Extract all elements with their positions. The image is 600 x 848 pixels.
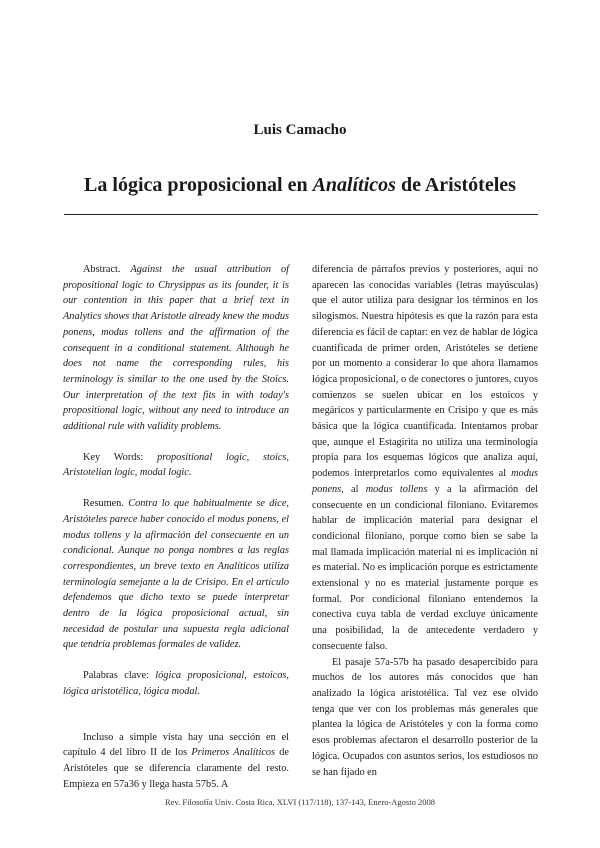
p1-mid: , al [341, 483, 366, 495]
abstract [63, 262, 289, 435]
intro-text-a: Incluso a simple vista hay una sección en el capítulo 4 del libro II de los [63, 731, 289, 759]
p1-end: y a la afirmación del consecuente en un condicional filoniano. Evitaremos hablar de implicación material para designar el condicional filoniano, porque como bien se sabe la mal llamada implicación material ni es implicación ni es material. No es implicación porque es estrictamente extensional y no es material justamente porque es formal. Por condicional filoniano entendemos la conectiva cuya tabla de verdad excluye únicamente una posibilidad, la de antecedente verdadero y consecuente falso. [312, 483, 539, 652]
intro-text-c: de Aristóteles que se diferencia claramente del resto. Empieza en 57a36 y llega hasta 57b5. A [63, 747, 289, 790]
body-paragraph-1 [312, 262, 538, 655]
palabras-clave [63, 668, 289, 699]
intro-text-italic: Primeros Analíticos [191, 747, 276, 759]
title-part-2: de Aristóteles [395, 174, 516, 196]
title-part-1: La lógica proposicional en [84, 174, 313, 196]
intro-paragraph [63, 730, 289, 793]
title-divider [64, 214, 538, 215]
resumen-label: Resumen. [83, 498, 124, 510]
palabras-text: lógica proposicional, estoicos, lógica aristotélica, lógica modal. [63, 670, 289, 697]
article-title [0, 174, 600, 197]
palabras-label: Palabras clave: [83, 670, 149, 682]
body-paragraph-2: El pasaje 57a-57b ha pasado desapercibido para muchos de los autores más conocidos que han analizado la lógica aristotélica. Tal vez ese olvido tenga que ver con los problemas más generales que plantea la lógica de Aristóteles y con la forma como esos problemas afectaron el desarrollo posterior de la lógica. Ocupados con asuntos serios, los estudiosos no se han fijado en [312, 656, 538, 778]
author-name: Luis Camacho [253, 122, 347, 138]
right-column [312, 262, 538, 780]
resumen-text: Contra lo que habitualmente se dice, Aristóteles parece haber conocido el modus ponens, el modus tollens y la afirmación del consecuente en un condicional. Aunque no ponga nombres a las reglas correspondientes, un breve texto en Analíticos utiliza terminología semejante a la de Crisipo. En el artículo defendemos que dicho texto se puede interpretar dentro de la lógica proposicional actual, sin necesidad de postular una supuesta regla adicional que tendría problemas formales de validez. [63, 498, 290, 651]
keywords-label: Key Words: [83, 451, 144, 463]
resumen [63, 496, 289, 653]
left-column [63, 262, 289, 792]
p1-italic-1: modus ponens [312, 468, 538, 495]
abstract-text: Against the usual attribution of propositional logic to Chrysippus as its founder, it is our contention in this paper that a brief text in Analytics shows that Aristotle already knew the modus ponens, modus tollens and the affirmation of the consequent in a conditional statement. Although he does not name the corresponding rules, his terminology is similar to the one used by the Stoics. Our interpretation of the text fits in with today's propositional logic, without any need to introduce an additional rule with validity problems. [63, 264, 290, 433]
abstract-label: Abstract. [83, 264, 121, 275]
p1-text: diferencia de párrafos previos y posteriores, aquí no aparecen las conocidas variables (letras mayúsculas) que el autor utiliza para designar los términos en los silogismos. Nuestra hipótesis es que la razón para esta diferencia es fácil de captar: en vez de hablar de lógica cuantificada de primer orden, Aristóteles se detiene por un momento a considerar lo que ahora llamamos lógica proposicional, o de conectores o juntores, cuyos comienzos se suelen ubicar en los estoicos y megáricos y particularmente en Crisipo y que es más básica que la lógica cuantificada. Intentamos probar que, aunque el Estagirita no utiliza una terminología propia para los esquemas lógicos que analiza aquí, podemos interpretarlos como equivalentes al [312, 264, 538, 480]
keywords [63, 450, 289, 481]
p1-italic-2: modus tollens [365, 483, 428, 495]
title-italic: Analíticos [312, 174, 396, 196]
page-footer: Rev. Filosofía Univ. Costa Rica, XLVI (117/118), 137-143, Enero-Agosto 2008 [165, 797, 435, 807]
keywords-text: propositional logic, stoics, Aristotelian logic, modal logic. [63, 451, 289, 479]
